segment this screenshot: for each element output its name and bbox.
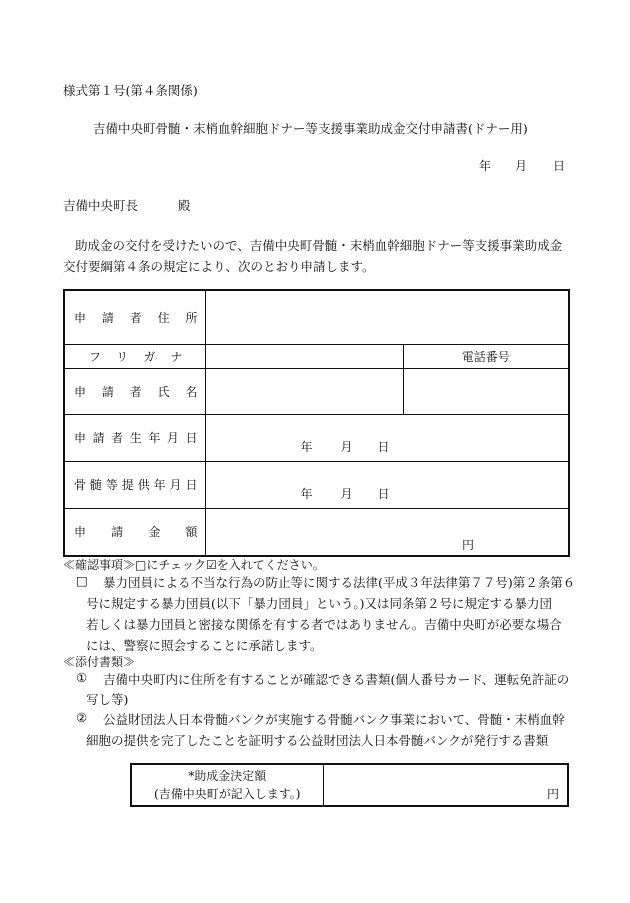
date-year-label: 年 bbox=[479, 159, 492, 173]
attachments-heading: ≪添付書類≫ bbox=[63, 655, 136, 669]
donation-year-label: 年 bbox=[300, 486, 313, 501]
birthdate-label: 申 請 者 生 年 月 日 bbox=[64, 414, 205, 461]
address-row bbox=[64, 290, 569, 344]
confirm-line-3: 若しくは暴力団員と密接な関係を有する者ではありません。吉備中央町が必要な場合 bbox=[86, 617, 562, 632]
attachment-1-line-2: 写し等) bbox=[86, 692, 129, 707]
decision-label-1: *助成金決定額 bbox=[188, 769, 267, 783]
birth-month-label: 月 bbox=[340, 439, 353, 454]
intro-line-2: 交付要綱第４条の規定により、次のとおり申請します。 bbox=[63, 259, 375, 274]
amount-field[interactable] bbox=[205, 508, 569, 556]
confirm-checkbox[interactable]: □ bbox=[76, 573, 88, 588]
name-label: 申 請 者 氏 名 bbox=[64, 368, 205, 414]
attachment-1-line-1: 吉備中央町内に住所を有することが確認できる書類(個人番号カード、運転免許証の bbox=[103, 672, 570, 687]
decision-amount-field bbox=[323, 764, 568, 806]
furigana-row bbox=[64, 344, 569, 368]
donation-date-field[interactable] bbox=[205, 461, 569, 508]
phone-field[interactable] bbox=[403, 368, 569, 414]
attachment-2-mark: ② bbox=[76, 710, 88, 725]
furigana-label: フ リ ガ ナ bbox=[64, 344, 205, 368]
addressee: 吉備中央町長 bbox=[63, 198, 139, 213]
decision-label-2: (吉備中央町が記入します。) bbox=[154, 787, 301, 801]
attachment-2-line-2: 細胞の提供を完了したことを証明する公益財団法人日本骨髄バンクが発行する書類 bbox=[86, 733, 549, 748]
donation-date-row bbox=[64, 461, 569, 508]
amount-row bbox=[64, 508, 569, 556]
form-number: 様式第１号(第４条関係) bbox=[63, 83, 198, 98]
confirm-line-2: 号に規定する暴力団員(以下「暴力団員」という。)又は同条第２号に規定する暴力団 bbox=[86, 596, 553, 611]
confirm-line-4: には、警察に照会することに承諾します。 bbox=[86, 638, 323, 653]
name-field[interactable] bbox=[205, 368, 403, 414]
birthdate-field[interactable] bbox=[205, 414, 569, 461]
phone-label: 電話番号 bbox=[403, 344, 569, 368]
birth-year-label: 年 bbox=[300, 439, 313, 454]
birthdate-row bbox=[64, 414, 569, 461]
application-table bbox=[63, 289, 570, 557]
date-day-label: 日 bbox=[553, 159, 566, 173]
address-field[interactable] bbox=[205, 290, 569, 344]
confirm-line-1: 暴力団員による不当な行為の防止等に関する法律(平成３年法律第７７号)第２条第６ bbox=[103, 575, 576, 590]
decision-amount-box bbox=[130, 763, 569, 807]
page-title: 吉備中央町骨髄・末梢血幹細胞ドナー等支援事業助成金交付申請書(ドナー用) bbox=[93, 121, 528, 136]
furigana-field[interactable] bbox=[205, 344, 403, 368]
date-month-label: 月 bbox=[515, 159, 528, 173]
honorific: 殿 bbox=[178, 198, 191, 213]
attachment-1-mark: ① bbox=[76, 670, 88, 685]
amount-yen-label: 円 bbox=[461, 538, 474, 552]
name-row bbox=[64, 368, 569, 414]
intro-line-1: 助成金の交付を受けたいので、吉備中央町骨髄・末梢血幹細胞ドナー等支援事業助成金 bbox=[75, 238, 563, 253]
decision-label bbox=[131, 764, 323, 806]
decision-yen-label: 円 bbox=[546, 787, 559, 801]
attachment-2-line-1: 公益財団法人日本骨髄バンクが実施する骨髄バンク事業において、骨髄・末梢血幹 bbox=[103, 712, 565, 727]
confirm-heading: ≪確認事項≫□にチェック☑を入れてください。 bbox=[63, 558, 325, 572]
donation-month-label: 月 bbox=[340, 486, 353, 501]
birth-day-label: 日 bbox=[377, 439, 390, 454]
amount-label: 申 請 金 額 bbox=[64, 508, 205, 556]
address-label: 申 請 者 住 所 bbox=[64, 290, 205, 344]
donation-date-label: 骨 髄 等 提 供 年 月 日 bbox=[64, 461, 205, 508]
donation-day-label: 日 bbox=[377, 486, 390, 501]
